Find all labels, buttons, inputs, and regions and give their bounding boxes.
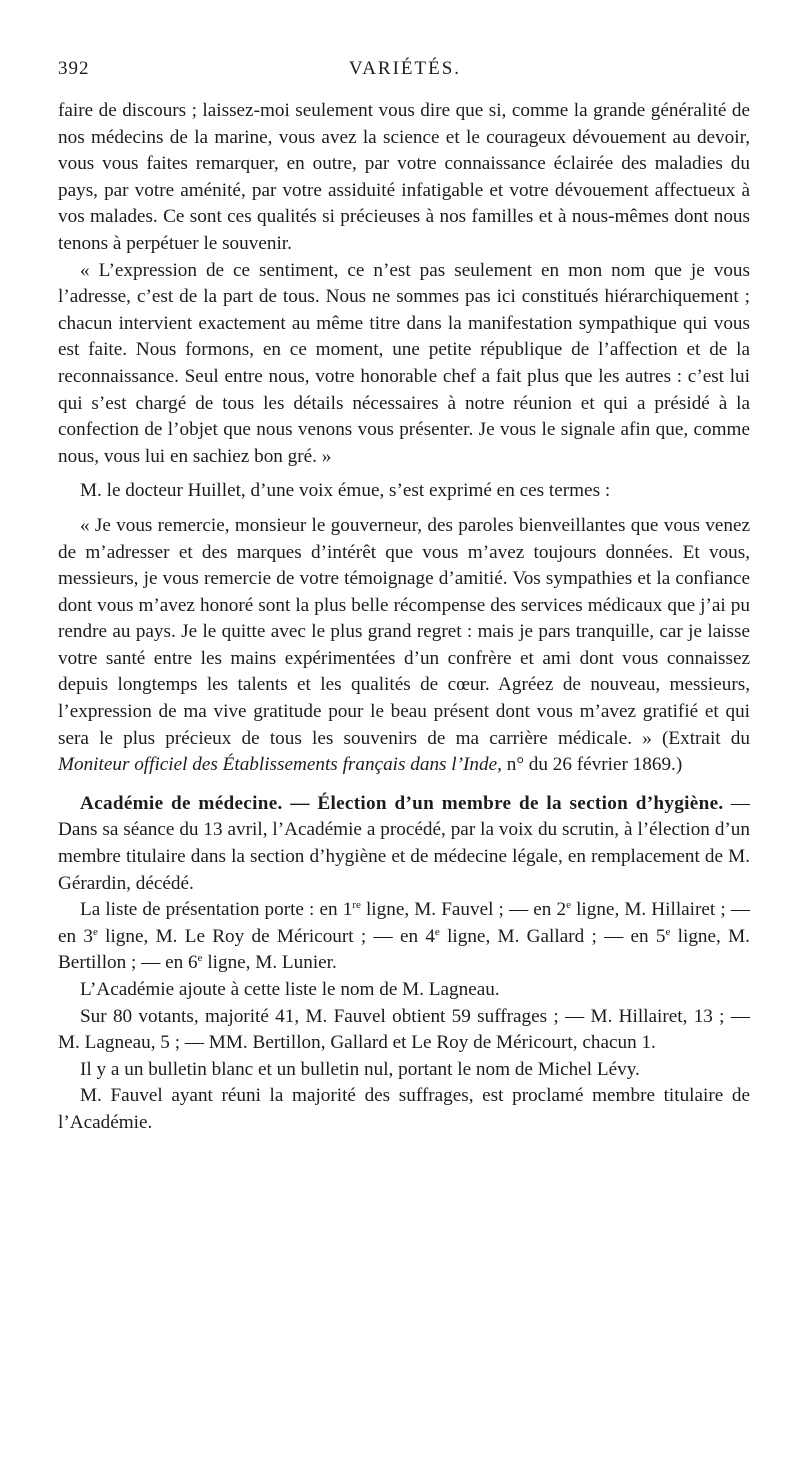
paragraph-academie <box>58 791 750 897</box>
liste-text-7: ligne, M. Lunier. <box>202 952 337 974</box>
source-date: n° du 26 février 1869.) <box>501 754 683 776</box>
section-heading: Académie de médecine. — Élection d’un membre de la section d’hygiène. <box>80 792 724 814</box>
paragraph-speech-end: faire de discours ; laissez-moi seulement vous dire que si, comme la grande généralité de nos médecins de la marine, vous avez la science et le courageux dévouement au devoir, vous vous faites remarquer, en outre, par votre connaissance éclairée des maladies du pays, par votre aménité, par votre assiduité infatigable et votre dévouement affectueux à vos malades. Ce sont ces qualités si précieuses à nos familles et à nous-mêmes dont nous tenons à perpétuer le souvenir. <box>58 100 750 254</box>
running-title: VARIÉTÉS. <box>348 58 462 79</box>
paragraph-ajout: L’Académie ajoute à cette liste le nom de M. Lagneau. <box>80 979 500 1000</box>
liste-text-1: La liste de présentation porte : en 1 <box>80 899 353 921</box>
liste-text-5: ligne, M. Gallard ; — en 5 <box>439 925 666 947</box>
paragraph-huillet-intro: M. le docteur Huillet, d’une voix émue, s’est exprimé en ces termes : <box>80 480 611 502</box>
ordinal-4: e <box>434 925 440 938</box>
page-header <box>58 58 752 88</box>
paragraph-speech-continued: « L’expression de ce sentiment, ce n’est pas seulement en mon nom que je vous l’adresse, c’est de la part de tous. Nous ne sommes pas ici constitués hiérarchiquement ; chacun intervient exactement au même titre dans la manifestation sympathique qui vous est faite. Nous formons, en ce moment, une petite république de l’affection et de la reconnaissance. Seul entre nous, votre honorable chef a fait plus que les autres : c’est lui qui s’est chargé de tous les détails nécessaires à notre réunion et qui a présidé à la confection de l’objet que nous venons vous présenter. Je vous le signale afin que, comme nous, vous lui en sachiez bon gré. » <box>58 259 750 467</box>
ordinal-2: e <box>566 899 571 912</box>
paragraph-bulletins: Il y a un bulletin blanc et un bulletin nul, portant le nom de Michel Lévy. <box>80 1058 640 1080</box>
paragraph-liste <box>58 897 750 977</box>
ordinal-5: e <box>665 925 671 938</box>
ordinal-6: e <box>197 952 203 965</box>
liste-text-3: ligne, M. Hillairet ; — en 3 <box>58 899 750 947</box>
paragraph-huillet-reply <box>58 513 750 779</box>
body-text <box>58 98 750 1137</box>
paragraph-proclamation: M. Fauvel ayant réuni la majorité des suffrages, est proclamé membre titulaire de l’Académie. <box>58 1085 750 1133</box>
page-number: 392 <box>58 58 90 79</box>
liste-text-6: ligne, M. Bertillon ; — en 6 <box>58 925 750 974</box>
ordinal-3: e <box>92 925 98 938</box>
paragraph-votes: Sur 80 votants, majorité 41, M. Fauvel obtient 59 suffrages ; — M. Hillairet, 13 ; — M. Lagneau, 5 ; — MM. Bertillon, Gallard et Le Roy de Méricourt, chacun 1. <box>58 1005 750 1054</box>
ordinal-1: re <box>352 899 361 912</box>
section-intro: — Dans sa séance du 13 avril, l’Académie a procédé, par la voix du scrutin, à l’élection d’un membre titulaire dans la section d’hygiène et de médecine légale, en remplacement de M. Gérardin, décédé. <box>58 792 750 894</box>
liste-text-2: ligne, M. Fauvel ; — en 2 <box>360 899 567 921</box>
reply-text: « Je vous remercie, monsieur le gouverneur, des paroles bienveillantes que vous venez de m’adresser et des marques d’intérêt que vous m’avez toujours données. Et vous, messieurs, je vous remercie de votre témoignage d’amitié. Vos sympathies et la confiance dont vous m’avez honoré sont la plus belle récompense des services médicaux que j’ai pu rendre au pays. Je le quitte avec le plus grand regret : mais je pars tranquille, car je laisse votre santé entre les mains expérimentées d’un confrère et ami dont vous connaissez depuis longtemps les talents et les qualités de cœur. Agréez de nouveau, messieurs, l’expression de ma vive gratitude pour le beau présent dont vous m’avez gratifié et qui sera le plus précieux de tous les souvenirs de ma carrière médicale. » (Extrait du <box>58 514 750 749</box>
liste-text-4: ligne, M. Le Roy de Méricourt ; — en 4 <box>97 925 435 947</box>
source-title: Moniteur officiel des Établissements français dans l’Inde, <box>58 754 502 776</box>
